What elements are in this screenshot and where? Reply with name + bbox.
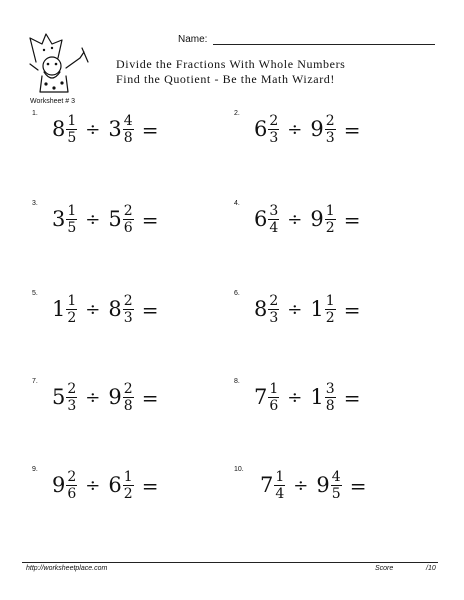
denominator: 2	[123, 486, 133, 502]
fraction	[123, 204, 134, 235]
dividend	[254, 294, 279, 325]
divide-symbol: ÷	[287, 118, 303, 140]
fraction	[268, 114, 279, 145]
whole-number: 9	[108, 385, 122, 409]
whole-number: 3	[108, 117, 122, 141]
numerator: 1	[123, 469, 133, 485]
fraction	[268, 382, 279, 413]
whole-number: 9	[310, 207, 324, 231]
dividend	[52, 470, 77, 501]
denominator: 8	[325, 398, 335, 414]
equals-symbol: =	[343, 117, 361, 142]
whole-number: 6	[254, 207, 268, 231]
fraction	[268, 294, 279, 325]
numerator: 1	[67, 203, 77, 219]
whole-number: 5	[108, 207, 122, 231]
divide-symbol: ÷	[85, 474, 101, 496]
whole-number: 3	[52, 207, 66, 231]
denominator: 8	[123, 130, 133, 146]
divisor	[108, 382, 133, 413]
equals-symbol: =	[343, 297, 361, 322]
fraction	[268, 204, 279, 235]
dividend	[52, 294, 77, 325]
equals-symbol: =	[343, 207, 361, 232]
problem-number: 9.	[32, 466, 38, 473]
denominator: 2	[325, 310, 335, 326]
problem-number: 6.	[234, 290, 240, 297]
divisor	[310, 294, 335, 325]
denominator: 2	[67, 310, 77, 326]
dividend	[52, 204, 77, 235]
whole-number: 9	[310, 117, 324, 141]
divisor	[310, 114, 335, 145]
division-expression	[52, 382, 158, 413]
division-expression	[52, 114, 158, 145]
fraction	[123, 382, 134, 413]
divisor	[316, 470, 341, 501]
whole-number: 9	[52, 473, 66, 497]
fraction	[66, 204, 77, 235]
division-expression	[52, 294, 158, 325]
fraction	[66, 114, 77, 145]
equals-symbol: =	[141, 473, 159, 498]
worksheet-title: Divide the Fractions With Whole Numbers	[116, 57, 346, 71]
equals-symbol: =	[141, 385, 159, 410]
problem-number: 8.	[234, 378, 240, 385]
fraction	[123, 294, 134, 325]
wizard-illustration	[22, 28, 102, 94]
numerator: 2	[123, 293, 133, 309]
numerator: 2	[67, 381, 77, 397]
division-expression	[254, 204, 360, 235]
numerator: 2	[269, 113, 279, 129]
dividend	[254, 204, 279, 235]
numerator: 4	[331, 469, 341, 485]
fraction	[325, 382, 336, 413]
numerator: 1	[275, 469, 285, 485]
equals-symbol: =	[343, 385, 361, 410]
divisor	[108, 114, 133, 145]
denominator: 3	[269, 310, 279, 326]
denominator: 3	[325, 130, 335, 146]
equals-symbol: =	[349, 473, 367, 498]
name-label: Name:	[178, 34, 208, 45]
dividend	[52, 382, 77, 413]
denominator: 3	[269, 130, 279, 146]
denominator: 6	[67, 486, 77, 502]
dividend	[260, 470, 285, 501]
numerator: 2	[325, 113, 335, 129]
numerator: 2	[269, 293, 279, 309]
equals-symbol: =	[141, 117, 159, 142]
divide-symbol: ÷	[287, 208, 303, 230]
division-expression	[254, 382, 360, 413]
footer-divider	[22, 562, 438, 563]
divide-symbol: ÷	[287, 298, 303, 320]
division-expression	[254, 294, 360, 325]
fraction	[325, 294, 336, 325]
numerator: 1	[325, 293, 335, 309]
divide-symbol: ÷	[287, 386, 303, 408]
divide-symbol: ÷	[85, 208, 101, 230]
division-expression	[254, 114, 360, 145]
problem-number: 2.	[234, 110, 240, 117]
whole-number: 6	[108, 473, 122, 497]
numerator: 3	[269, 203, 279, 219]
equals-symbol: =	[141, 297, 159, 322]
numerator: 2	[123, 203, 133, 219]
numerator: 1	[269, 381, 279, 397]
score-total: /10	[426, 565, 436, 572]
numerator: 2	[123, 381, 133, 397]
denominator: 8	[123, 398, 133, 414]
problem-number: 4.	[234, 200, 240, 207]
whole-number: 1	[310, 297, 324, 321]
denominator: 5	[67, 220, 77, 236]
whole-number: 9	[316, 473, 330, 497]
denominator: 4	[269, 220, 279, 236]
footer-url: http://worksheetplace.com	[26, 565, 108, 572]
numerator: 2	[67, 469, 77, 485]
fraction	[123, 470, 134, 501]
whole-number: 8	[108, 297, 122, 321]
whole-number: 6	[254, 117, 268, 141]
divide-symbol: ÷	[85, 386, 101, 408]
fraction	[66, 294, 77, 325]
whole-number: 1	[52, 297, 66, 321]
divisor	[310, 204, 335, 235]
denominator: 6	[123, 220, 133, 236]
division-expression	[52, 470, 158, 501]
whole-number: 7	[254, 385, 268, 409]
divisor	[108, 470, 133, 501]
division-expression	[260, 470, 366, 501]
problem-number: 7.	[32, 378, 38, 385]
denominator: 3	[67, 398, 77, 414]
divide-symbol: ÷	[293, 474, 309, 496]
problem-number: 1.	[32, 110, 38, 117]
numerator: 1	[67, 113, 77, 129]
denominator: 2	[325, 220, 335, 236]
problem-number: 10.	[234, 466, 244, 473]
score-label: Score	[375, 565, 394, 572]
divisor	[310, 382, 335, 413]
denominator: 6	[269, 398, 279, 414]
divisor	[108, 294, 133, 325]
fraction	[325, 114, 336, 145]
denominator: 3	[123, 310, 133, 326]
equals-symbol: =	[141, 207, 159, 232]
dividend	[254, 382, 279, 413]
fraction	[274, 470, 285, 501]
division-expression	[52, 204, 158, 235]
whole-number: 7	[260, 473, 274, 497]
problem-number: 3.	[32, 200, 38, 207]
dividend	[52, 114, 77, 145]
whole-number: 8	[52, 117, 66, 141]
name-line[interactable]	[213, 44, 435, 45]
fraction	[331, 470, 342, 501]
fraction	[66, 470, 77, 501]
whole-number: 1	[310, 385, 324, 409]
divisor	[108, 204, 133, 235]
numerator: 4	[123, 113, 133, 129]
denominator: 5	[331, 486, 341, 502]
problem-number: 5.	[32, 290, 38, 297]
whole-number: 5	[52, 385, 66, 409]
numerator: 1	[67, 293, 77, 309]
fraction	[123, 114, 134, 145]
denominator: 4	[275, 486, 285, 502]
fraction	[325, 204, 336, 235]
numerator: 3	[325, 381, 335, 397]
dividend	[254, 114, 279, 145]
divide-symbol: ÷	[85, 118, 101, 140]
fraction	[66, 382, 77, 413]
worksheet-subtitle: Find the Quotient - Be the Math Wizard!	[116, 72, 335, 86]
denominator: 5	[67, 130, 77, 146]
whole-number: 8	[254, 297, 268, 321]
worksheet-number: Worksheet # 3	[30, 98, 76, 105]
numerator: 1	[325, 203, 335, 219]
divide-symbol: ÷	[85, 298, 101, 320]
